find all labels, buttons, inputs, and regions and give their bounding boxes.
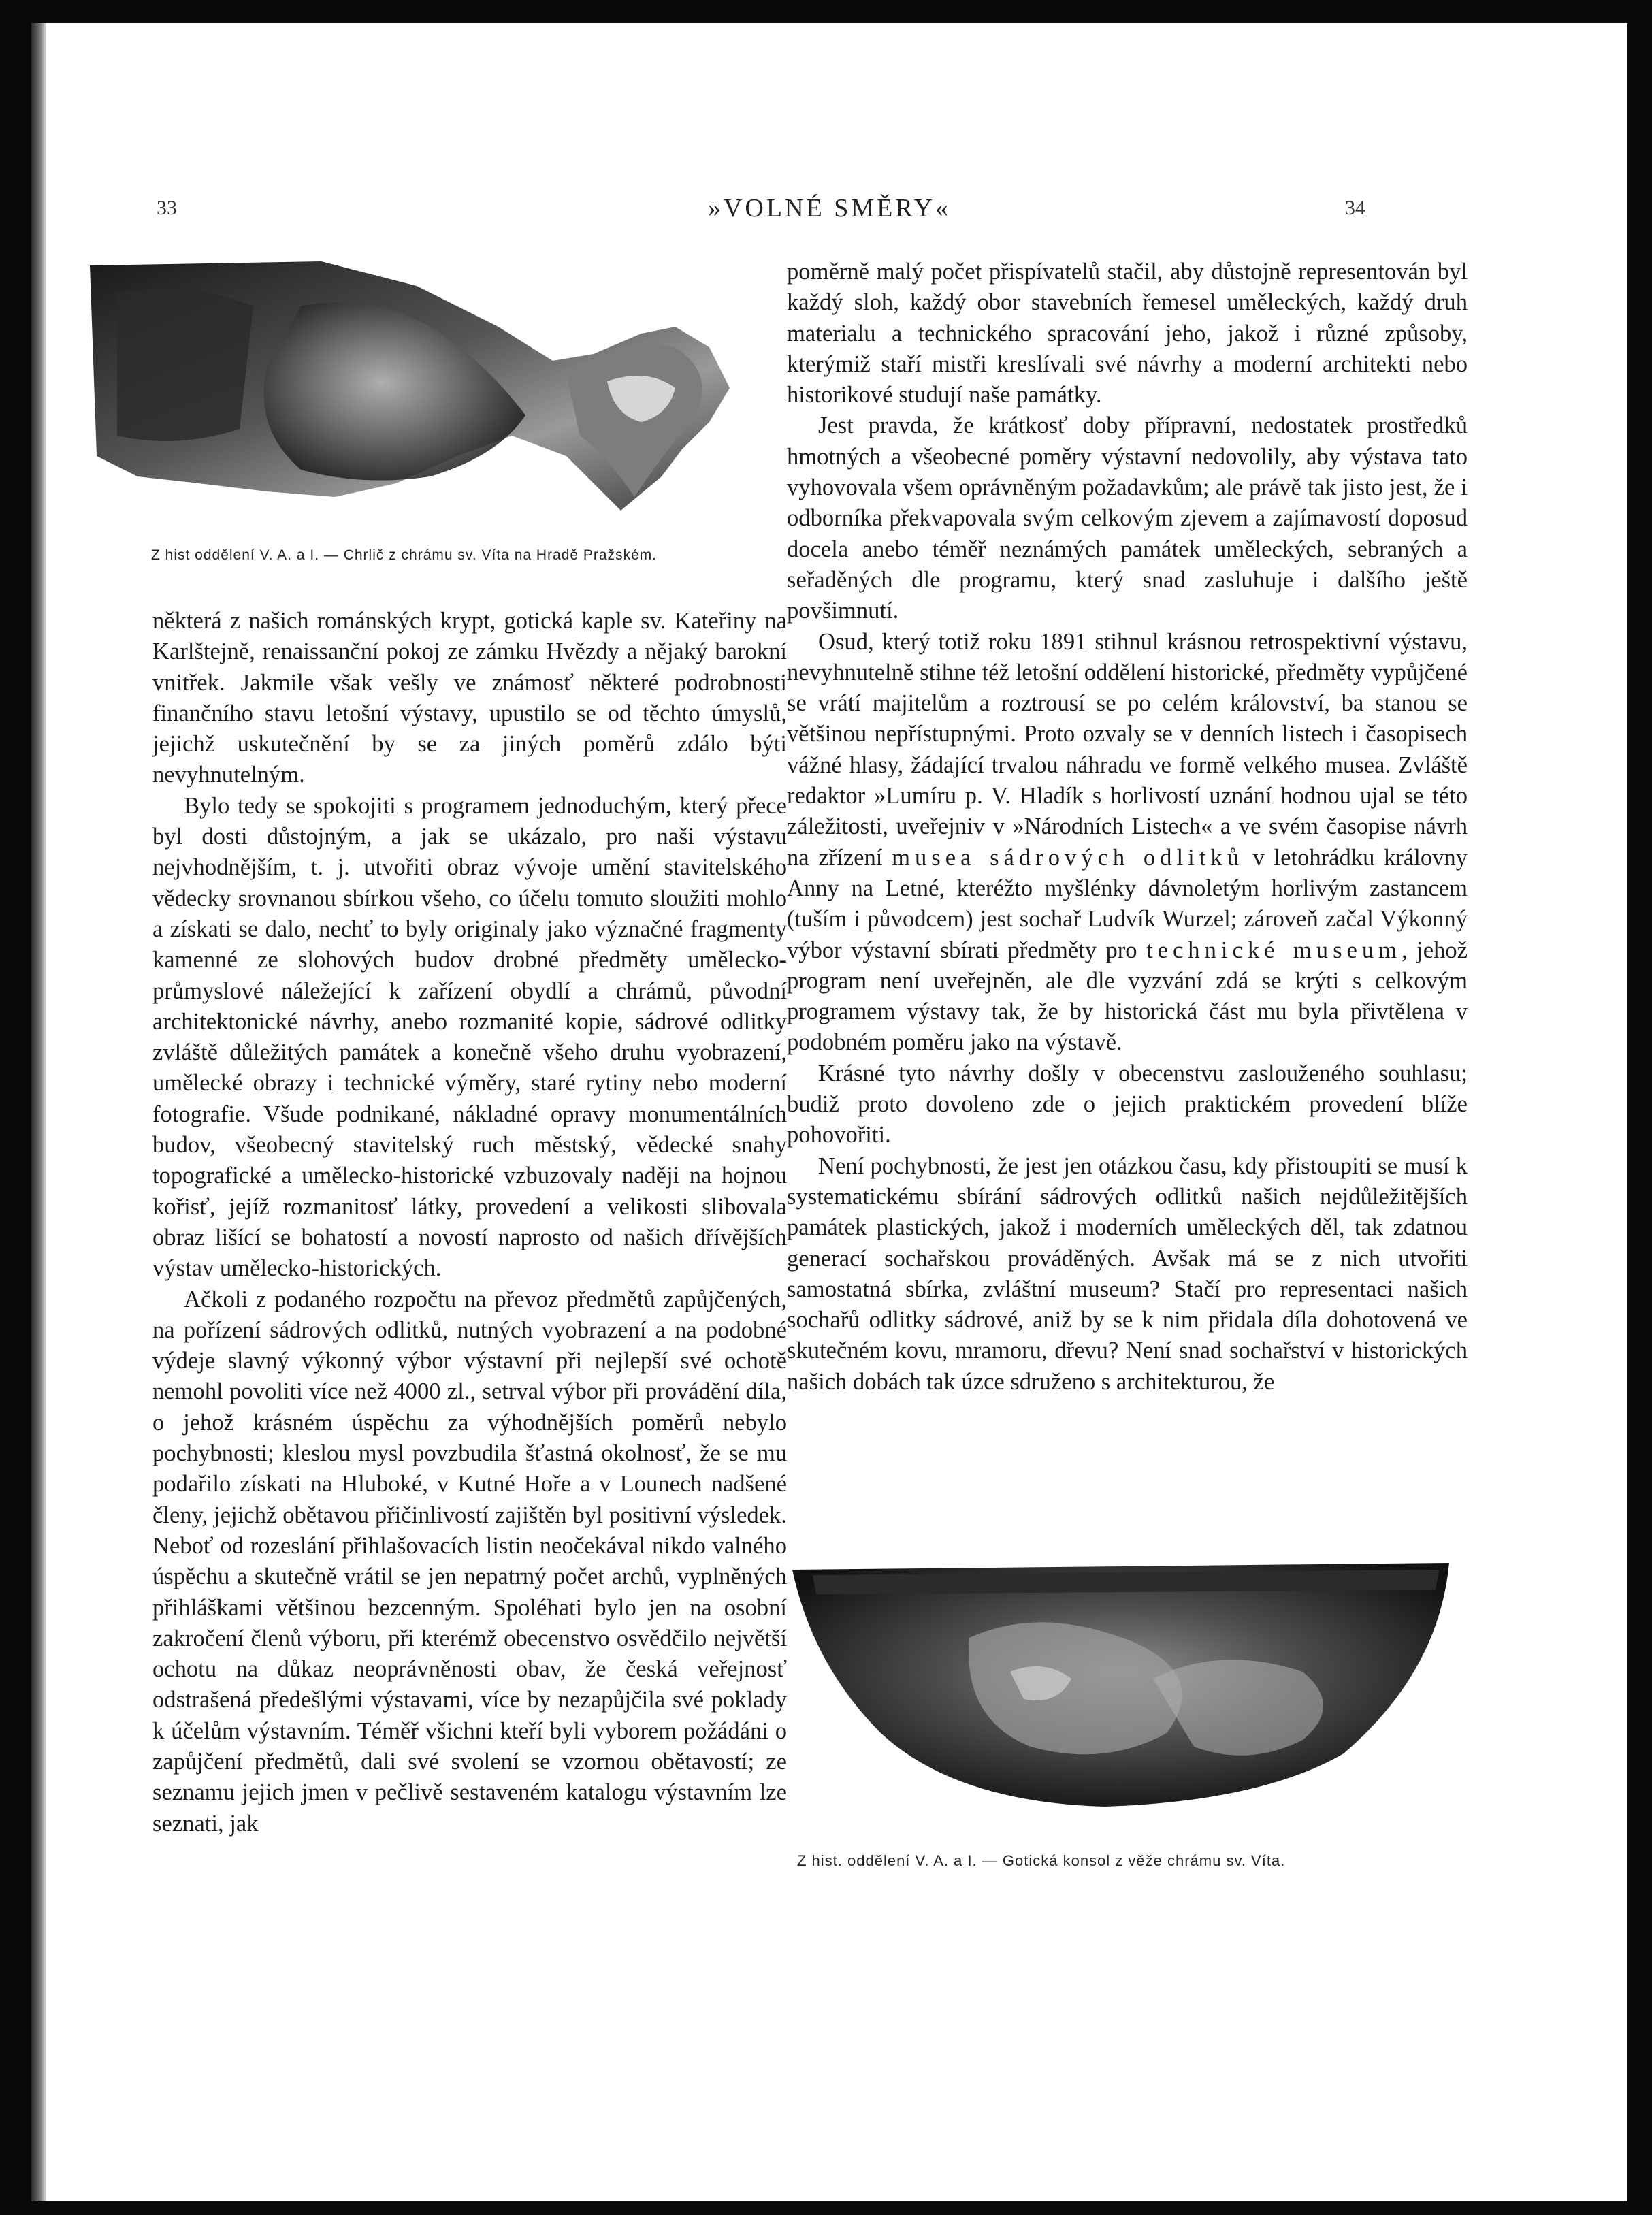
- right-paragraph-4: Krásné tyto návrhy došly v obecenstvu zaslouženého souhlasu; budiž proto dovoleno zde o jejich praktickém provedení blíže pohovořiti.: [787, 1060, 1468, 1148]
- right-paragraph-3-part-3: , jehož program není uveřejněn, ale dle vyzvání zdá se krýti s celkovým programem výstavy tak, že by historická část mu byla přivtělena v podobném poměru jako na výstavě.: [787, 937, 1468, 1056]
- right-paragraph-3: [787, 627, 1468, 1058]
- right-paragraph-5: Není pochybnosti, že jest jen otázkou času, kdy přistoupiti se musí k systematickému sbírání sádrových odlitků našich nejdůležitějších památek plastických, jakož i moderních uměleckých děl, tak zdatnou generací sochařskou prováděných. Avšak má se z nich utvořiti samostatná sbírka, zvláštní museum? Stačí pro representaci našich sochařů odlitky sádrové, aniž by se k nim přidala díla dohotovená ve skutečném kovu, mramoru, dřevu? Není snad sochařství v historických našich dobách tak úzce sdruženo s architekturou, že: [787, 1152, 1468, 1395]
- left-paragraph-3: Ačkoli z podaného rozpočtu na převoz předmětů zapůjčených, na pořízení sádrových odlitků, nutných vyobrazení a na podobné výdeje slavný výkonný výbor výstavní při nejlepší své ochotě nemohl povoliti více než 4000 zl., setrval výbor při provádění díla, o jehož krásném úspěchu za výhodnějších poměrů nebylo pochybnosti; kleslou mysl povzbudila šťastná okolnosť, že se mu podařilo získati na Hluboké, v Kutné Hoře a v Lounech nadšené členy, jejichž obětavou přičinlivostí zajištěn byl positivní výsledek. Neboť od rozeslání přihlašovacích listin neočekával nikdo valného úspěchu a skutečně vrátil se jen nepatrný počet archů, vyplněných přihláškami většinou bezcenným. Spoléhati bylo jen na osobní zakročení členů výboru, při kterémž obecenstvo osvědčilo největší ochotu na důkaz neoprávněnosti obav, že česká veřejnosť odstrašená předešlými výstavami, více by nezapůjčila své poklady k účelům výstavním. Téměř všichni kteří byli vyborem požádáni o zapůjčení předmětů, dali své svolení se vzornou obětavostí; ze seznamu jejich jmen v pečlivě sestaveném katalogu výstavním lze seznati, jak: [152, 1286, 787, 1837]
- page-spine-shadow: [31, 23, 46, 2201]
- left-paragraph-1: některá z našich románských krypt, gotická kaple sv. Kateřiny na Karlštejně, renaissanční pokoj ze zámku Hvězdy a nějaký barokní vnitřek. Jakmile však vešly ve známosť některé podrobnosti finančního stavu letošní výstavy, upustilo se od těchto úmyslů, jejichž uskutečnění by se za jiných poměrů zdálo býti nevyhnutelným.: [152, 608, 787, 788]
- right-paragraph-1: poměrně malý počet přispívatelů stačil, aby důstojně representován byl každý sloh, každý obor stavebních řemesel uměleckých, každý druh materialu a technického spracování jeho, jakož i různé způsoby, kterýmiž staří mistři kreslívali své návrhy a moderní architekti nebo historikové studují naše památky.: [787, 259, 1468, 408]
- gargoyle-caption: Z hist oddělení V. A. a I. — Chrlič z chrámu sv. Víta na Hradě Pražském.: [151, 547, 658, 563]
- corbel-photo: [785, 1563, 1454, 1808]
- page: [31, 23, 1627, 2201]
- right-column: [787, 257, 1468, 1543]
- left-paragraph-2: Bylo tedy se spokojiti s programem jednoduchým, který přece byl dosti důstojným, a jak se ukázalo, pro naši výstavu nejvhodnějším, t. j. utvořiti obraz vývoje umění stavitelského vědecky srovnanou sbírkou všeho, co účelu tomuto sloužiti mohlo a získati se dalo, nechť to byly originaly jako význačné fragmenty kamenné ze slohových budov drobné předměty umělecko-průmyslové náležející k zařízení obydlí a chrámů, původní architektonické návrhy, anebo rozmanité kopie, sádrové odlitky zvláště důležitých památek a konečně všeho druhu vyobrazení, umělecké obrazy i technické výměry, staré rytiny nebo moderní fotografie. Všude podnikané, nákladné opravy monumentálních budov, všeobecný stavitelský ruch městský, vědecké snahy topografické a umělecko-historické vzbuzovaly naději na hojnou kořisť, jejíž rozmanitosť látky, provedení a velikosti slibovala obraz lišící se bohatostí a novostí naprosto od našich dřívějších výstav umělecko-historických.: [152, 792, 787, 1282]
- corbel-caption: Z hist. oddělení V. A. a I. — Gotická konsol z věže chrámu sv. Víta.: [797, 1852, 1286, 1869]
- left-page-number: 33: [157, 197, 177, 219]
- right-paragraph-2: Jest pravda, že krátkosť doby přípravní, nedostatek prostředků hmotných a všeobecné poměry výstavní nedovolily, aby výstava tato vyhovovala všem oprávněným požadavkům; ale právě tak jisto jest, že i odborníka překvapovala svým celkovým zjevem a zajímavostí doposud docela anebo téměř neznámých památek uměleckých, sebraných a seřaděných dle programu, který snad zasluhuje i dalšího ještě povšimnutí.: [787, 413, 1468, 624]
- right-paragraph-3-part-1: Osud, který totiž roku 1891 stihnul krásnou retrospektivní výstavu, nevyhnutelně stihne též letošní oddělení historické, předměty vypůjčené se vrátí majitelům a roztrousí se po celém království, ba stanou se většinou nepřístupnými. Proto ozvaly se v denních listech i časopisech vážné hlasy, žádající trvalou náhradu ve formě velkého musea. Zvláště redaktor »Lumíru p. V. Hladík s horlivostí uznání hodnou ujal se této záležitosti, uveřejniv v »Národních Listech« a ve svém časopise návrh na zřízení: [787, 628, 1468, 871]
- gargoyle-photo: [76, 252, 798, 531]
- left-column: [152, 606, 787, 1926]
- right-page-number: 34: [1345, 197, 1365, 219]
- musea-emphasis: musea sádrových odlitků: [892, 844, 1244, 871]
- museum-emphasis: technické museum: [1146, 937, 1402, 963]
- running-title: »VOLNÉ SMĚRY«: [707, 194, 952, 223]
- right-paragraph-3-part-2: v letohrádku královny Anny na Letné, kteréžto myšlénky dávnoletým horlivým zastancem (tuším i původcem) jest sochař Ludvík Wurzel; zároveň začal Výkonný výbor výstavní sbírati předměty pro: [787, 844, 1468, 963]
